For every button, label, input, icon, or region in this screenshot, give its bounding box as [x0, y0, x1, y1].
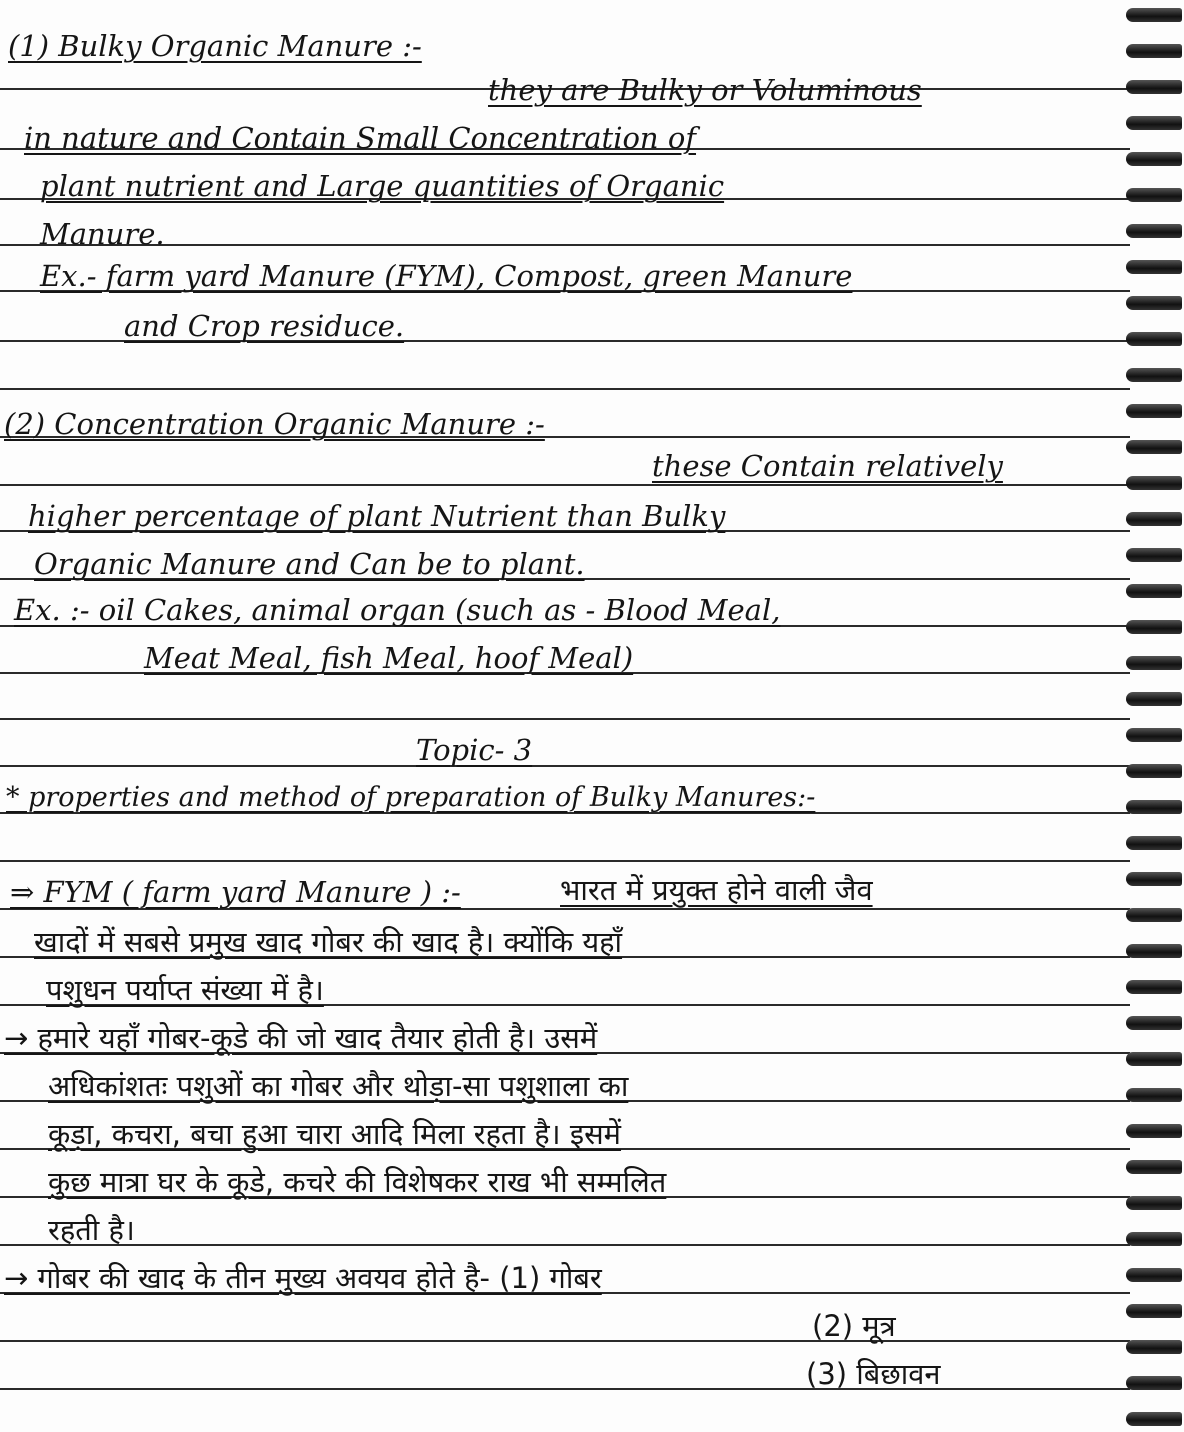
- spiral-coil: [1126, 728, 1182, 742]
- spiral-coil: [1126, 836, 1182, 850]
- spiral-coil: [1126, 224, 1182, 238]
- spiral-coil: [1126, 44, 1182, 58]
- ruled-line: [0, 1340, 1130, 1342]
- spiral-coil: [1126, 512, 1182, 526]
- spiral-coil: [1126, 1268, 1182, 1282]
- note-line: higher percentage of plant Nutrient than Bulky: [28, 499, 726, 533]
- spiral-coil: [1126, 188, 1182, 202]
- spiral-coil: [1126, 296, 1182, 310]
- spiral-coil: [1126, 1052, 1182, 1066]
- spiral-coil: [1126, 1160, 1182, 1174]
- spiral-coil: [1126, 152, 1182, 166]
- spiral-coil: [1126, 1304, 1182, 1318]
- hindi-line: पशुधन पर्याप्त संख्या में है।: [46, 973, 324, 1007]
- spiral-coil: [1126, 548, 1182, 562]
- fym-heading: ⇒ FYM ( farm yard Manure ) :-: [10, 875, 461, 909]
- ruled-line: [0, 1388, 1130, 1390]
- spiral-coil: [1126, 332, 1182, 346]
- spiral-coil: [1126, 368, 1182, 382]
- note-line: plant nutrient and Large quantities of Organic: [40, 169, 725, 203]
- spiral-coil: [1126, 620, 1182, 634]
- spiral-coil: [1126, 908, 1182, 922]
- spiral-coil: [1126, 872, 1182, 886]
- spiral-coil: [1126, 1016, 1182, 1030]
- spiral-coil: [1126, 764, 1182, 778]
- spiral-coil: [1126, 584, 1182, 598]
- spiral-coil: [1126, 80, 1182, 94]
- hindi-line: रहती है।: [48, 1213, 135, 1247]
- spiral-coil: [1126, 476, 1182, 490]
- ruled-line: [0, 388, 1130, 390]
- spiral-coil: [1126, 1376, 1182, 1390]
- ruled-line: [0, 1244, 1130, 1246]
- hindi-line: कुछ मात्रा घर के कूडे, कचरे की विशेषकर राख भी सम्मलित: [48, 1165, 667, 1199]
- example-line: and Crop residuce.: [124, 309, 405, 343]
- example-line: Meat Meal, fish Meal, hoof Meal): [144, 641, 634, 675]
- spiral-coil: [1126, 116, 1182, 130]
- spiral-coil: [1126, 1340, 1182, 1354]
- section-heading-properties: * properties and method of preparation of Bulky Manures:-: [6, 782, 816, 813]
- hindi-line: अधिकांशतः पशुओं का गोबर और थोड़ा-सा पशुशाला का: [48, 1069, 629, 1103]
- example-line: Ex. :- oil Cakes, animal organ (such as - Blood Meal,: [14, 593, 781, 627]
- spiral-coil: [1126, 944, 1182, 958]
- spiral-coil: [1126, 800, 1182, 814]
- spiral-coil: [1126, 1232, 1182, 1246]
- heading-bulky-organic-manure: (1) Bulky Organic Manure :-: [8, 29, 422, 63]
- spiral-coil: [1126, 260, 1182, 274]
- topic-heading: Topic- 3: [416, 733, 533, 767]
- spiral-coil: [1126, 656, 1182, 670]
- note-line: these Contain relatively: [652, 449, 1003, 483]
- hindi-line: → गोबर की खाद के तीन मुख्य अवयव होते है- (1) गोबर: [4, 1261, 602, 1295]
- heading-concentration-organic-manure: (2) Concentration Organic Manure :-: [4, 407, 545, 441]
- hindi-line: → हमारे यहाँ गोबर-कूडे की जो खाद तैयार होती है। उसमें: [4, 1021, 598, 1055]
- spiral-coil: [1126, 1088, 1182, 1102]
- spiral-binding: [1124, 0, 1184, 1432]
- hindi-line: खादों में सबसे प्रमुख खाद गोबर की खाद है। क्योंकि यहाँ: [34, 925, 623, 959]
- note-line: Manure.: [40, 217, 165, 251]
- note-line: they are Bulky or Voluminous: [488, 73, 922, 107]
- note-line: in nature and Contain Small Concentration of: [24, 121, 697, 155]
- note-line: Organic Manure and Can be to plant.: [34, 547, 585, 581]
- ruled-line: [0, 765, 1130, 767]
- spiral-coil: [1126, 404, 1182, 418]
- spiral-coil: [1126, 8, 1182, 22]
- ruled-line: [0, 244, 1130, 246]
- spiral-coil: [1126, 980, 1182, 994]
- component-item: (2) मूत्र: [812, 1309, 896, 1343]
- spiral-coil: [1126, 1124, 1182, 1138]
- spiral-coil: [1126, 1412, 1182, 1426]
- spiral-coil: [1126, 440, 1182, 454]
- hindi-line: भारत में प्रयुक्त होने वाली जैव: [560, 873, 873, 907]
- spiral-coil: [1126, 1196, 1182, 1210]
- component-item: (3) बिछावन: [806, 1357, 941, 1391]
- ruled-line: [0, 718, 1130, 720]
- hindi-line: कूड़ा, कचरा, बचा हुआ चारा आदि मिला रहता है। इसमें: [48, 1117, 622, 1151]
- example-line: Ex.- farm yard Manure (FYM), Compost, green Manure: [40, 259, 853, 293]
- spiral-coil: [1126, 692, 1182, 706]
- ruled-line: [0, 860, 1130, 862]
